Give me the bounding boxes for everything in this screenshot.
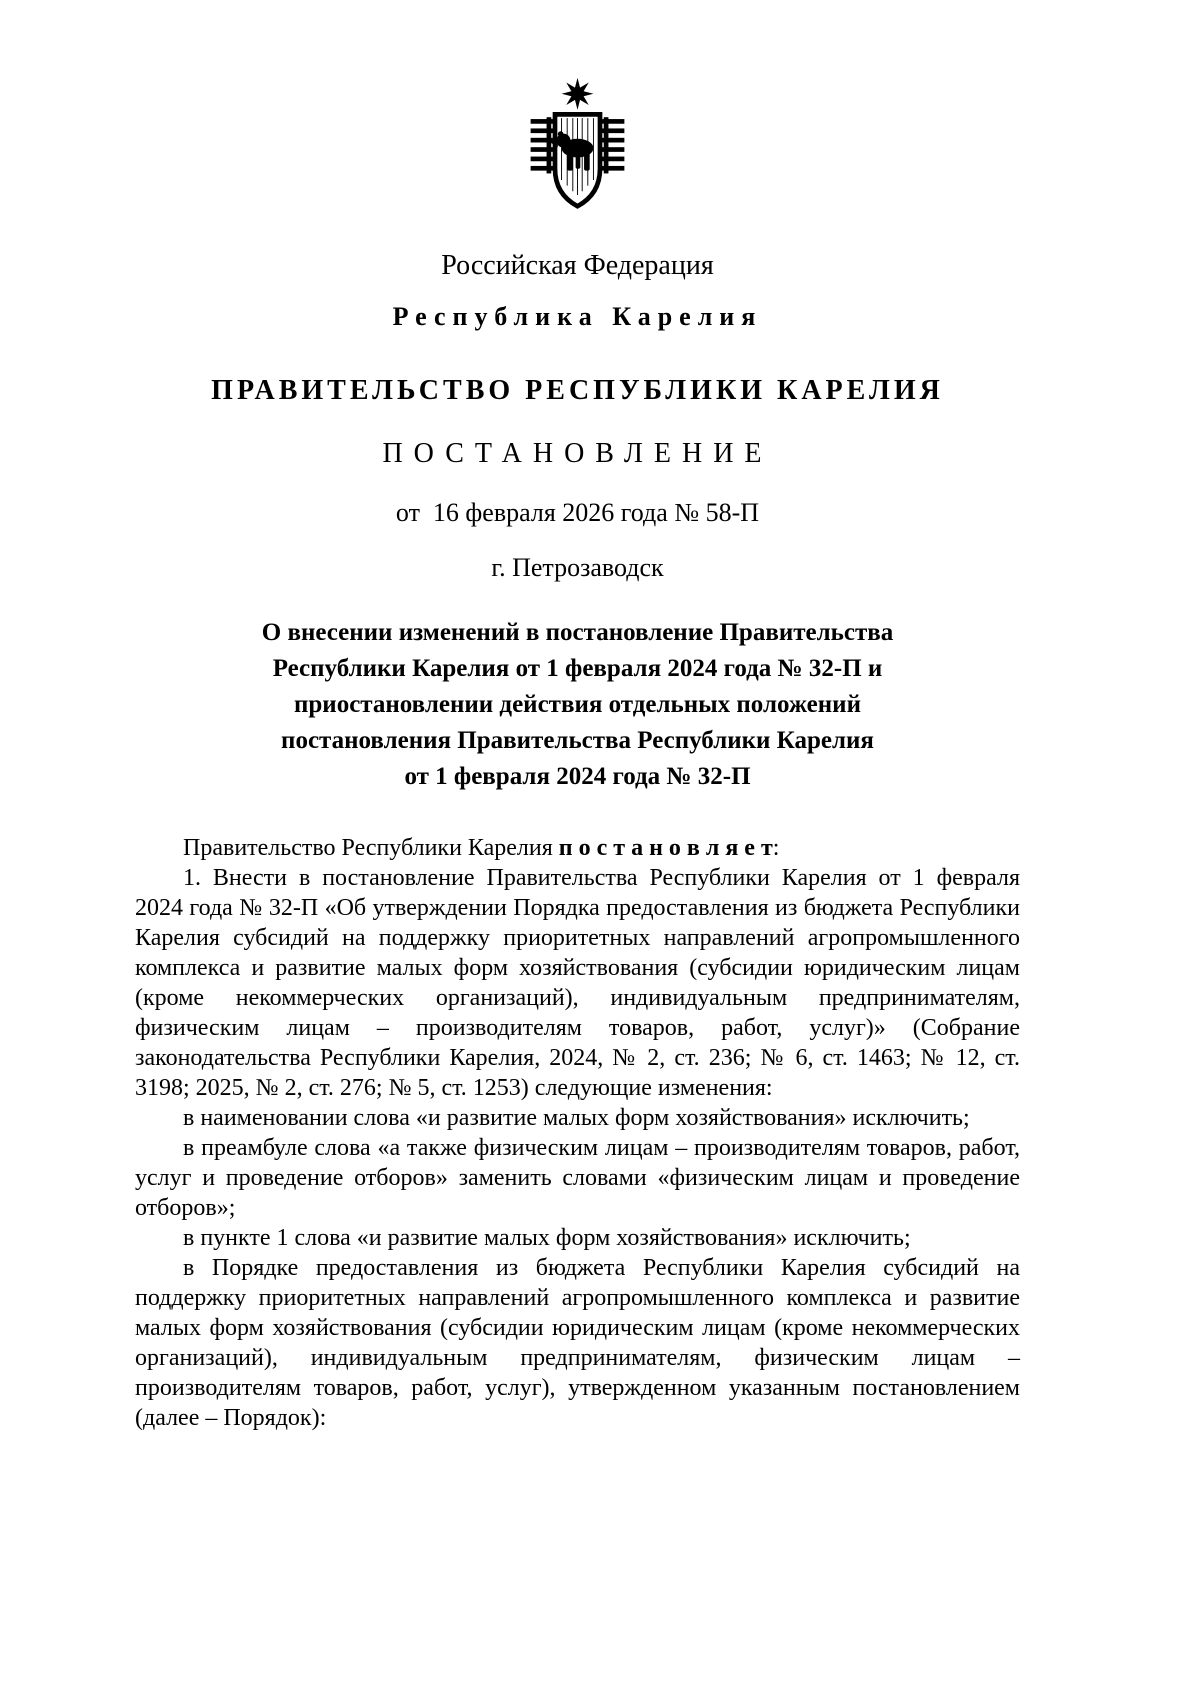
eight-pointed-star-icon	[562, 78, 594, 110]
document-body	[135, 833, 1020, 1433]
body-paragraph: в преамбуле слова «а также физическим лицам – производителям товаров, работ, услуг и проведение отборов» заменить словами «физическим лицам и проведение отборов»;	[135, 1135, 1020, 1222]
left-branch-icon	[531, 117, 554, 173]
coat-of-arms-karelia	[135, 75, 1020, 225]
body-paragraphs	[135, 863, 1020, 1433]
resolution-lead-prefix: Правительство Республики Карелия	[183, 835, 559, 862]
document-title	[135, 615, 1020, 795]
title-line: Республики Карелия от 1 февраля 2024 года № 32-П и	[272, 655, 883, 683]
republic-name: Республика Карелия	[392, 301, 763, 331]
resolution-lead-paragraph	[135, 833, 1020, 863]
right-branch-icon	[602, 117, 625, 173]
document-type: ПОСТАНОВЛЕНИЕ	[382, 438, 773, 470]
body-paragraph: 1. Внести в постановление Правительства Республики Карелия от 1 февраля 2024 года № 32-П «Об утверждении Порядка предоставления из бюджета Республики Карелия субсидий на поддержку приоритетных направлений агропромышленного комплекса и развитие малых форм хозяйствования (субсидии юридическим лицам (кроме некоммерческих организаций), индивидуальным предпринимателям, физическим лицам – производителям товаров, работ, услуг)» (Собрание законодательства Республики Карелия, 2024, № 2, ст. 236; № 6, ст. 1463; № 12, ст. 3198; 2025, № 2, ст. 276; № 5, ст. 1253) следующие изменения:	[135, 865, 1020, 1102]
body-paragraph: в наименовании слова «и развитие малых форм хозяйствования» исключить;	[183, 1105, 970, 1132]
title-line: постановления Правительства Республики Карелия	[281, 727, 874, 755]
body-paragraph: в пункте 1 слова «и развитие малых форм хозяйствования» исключить;	[183, 1225, 911, 1252]
body-paragraph: в Порядке предоставления из бюджета Республики Карелия субсидий на поддержку приоритетных направлений агропромышленного комплекса и развитие малых форм хозяйствования (субсидии юридическим лицам (кроме некоммерческих организаций), индивидуальным предпринимателям, физическим лицам – производителям товаров, работ, услуг), утвержденном указанным постановлением (далее – Порядок):	[135, 1255, 1020, 1432]
title-line: приостановлении действия отдельных положений	[293, 691, 861, 719]
country-name: Российская Федерация	[441, 250, 714, 281]
date-and-number-line: от 16 февраля 2026 года № 58-П	[395, 497, 760, 527]
title-line: от 1 февраля 2024 года № 32-П	[404, 763, 751, 791]
coat-of-arms-svg	[521, 75, 634, 225]
city-line: г. Петрозаводск	[491, 553, 664, 583]
resolution-decree-word: п о с т а н о в л я е т	[558, 835, 773, 862]
issuing-authority: ПРАВИТЕЛЬСТВО РЕСПУБЛИКИ КАРЕЛИЯ	[211, 374, 944, 406]
resolution-lead-suffix: :	[772, 835, 780, 862]
title-line: О внесении изменений в постановление Правительства	[261, 619, 894, 647]
